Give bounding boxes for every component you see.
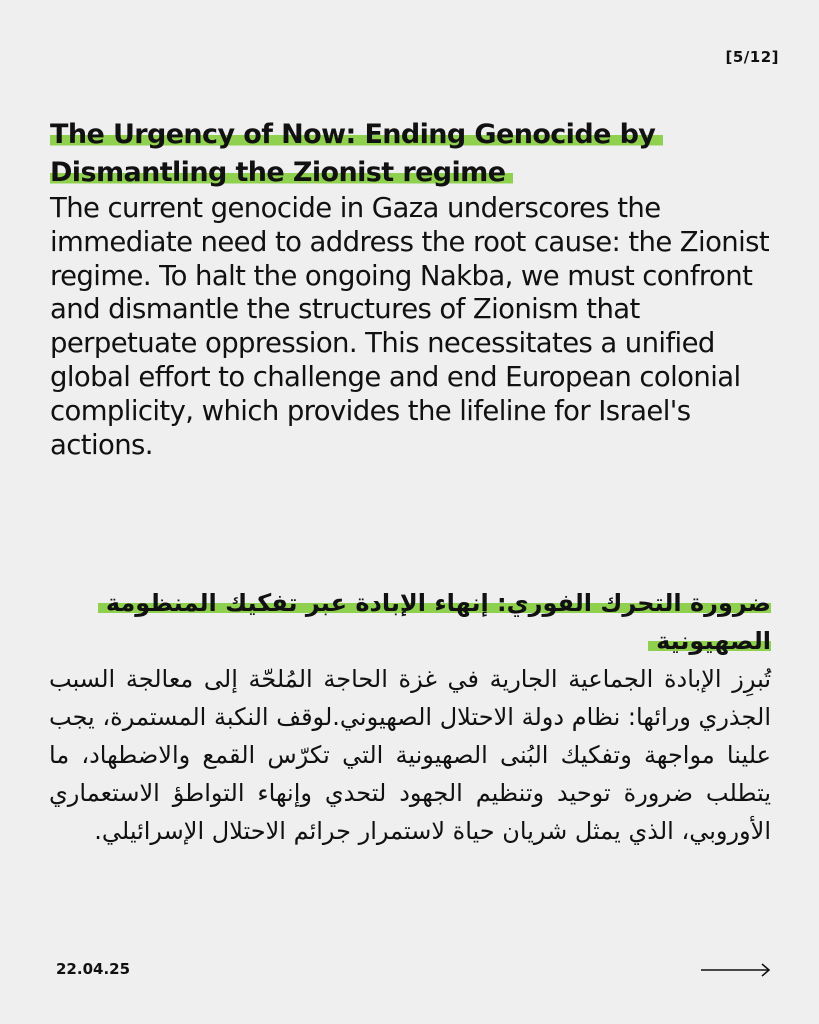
arabic-title-highlight: ضرورة التحرك الفوري: إنهاء الإبادة عبر تفكيك المنظومة الصهيونية: [98, 589, 771, 655]
arabic-body: تُبرِز الإبادة الجماعية الجارية في غزة الحاجة المُلحّة إلى معالجة السبب الجذري ورائها: نظام دولة الاحتلال الصهيوني.لوقف النكبة المستمرة، يجب علينا مواجهة وتفكيك البُنى الصهيونية التي تكرّس القمع والاضطهاد، ما يتطلب ضرورة توحيد وتنظيم الجهود لتحدي وإنهاء التواطؤ الاستعماري الأوروبي، الذي يمثل شريان حياة لاستمرار جرائم الاحتلال الإسرائيلي.: [49, 665, 771, 845]
page-counter: [5/12]: [725, 48, 779, 66]
arabic-section: [49, 584, 771, 850]
post-date: 22.04.25: [56, 960, 131, 978]
arabic-title: [49, 584, 771, 660]
english-section: [50, 116, 780, 462]
english-title: [50, 116, 780, 192]
english-body: The current genocide in Gaza underscores the immediate need to address the root cause: the Zionist regime. To halt the ongoing Nakba, we must confront and dismantle the structures of Zionism that perpetuate oppression. This necessitates a unified global effort to challenge and end European colonial complicity, which provides the lifeline for Israel's actions.: [50, 192, 770, 461]
english-title-highlight: The Urgency of Now: Ending Genocide by Dismantling the Zionist regime: [50, 119, 663, 188]
arrow-right-icon[interactable]: [701, 962, 771, 978]
